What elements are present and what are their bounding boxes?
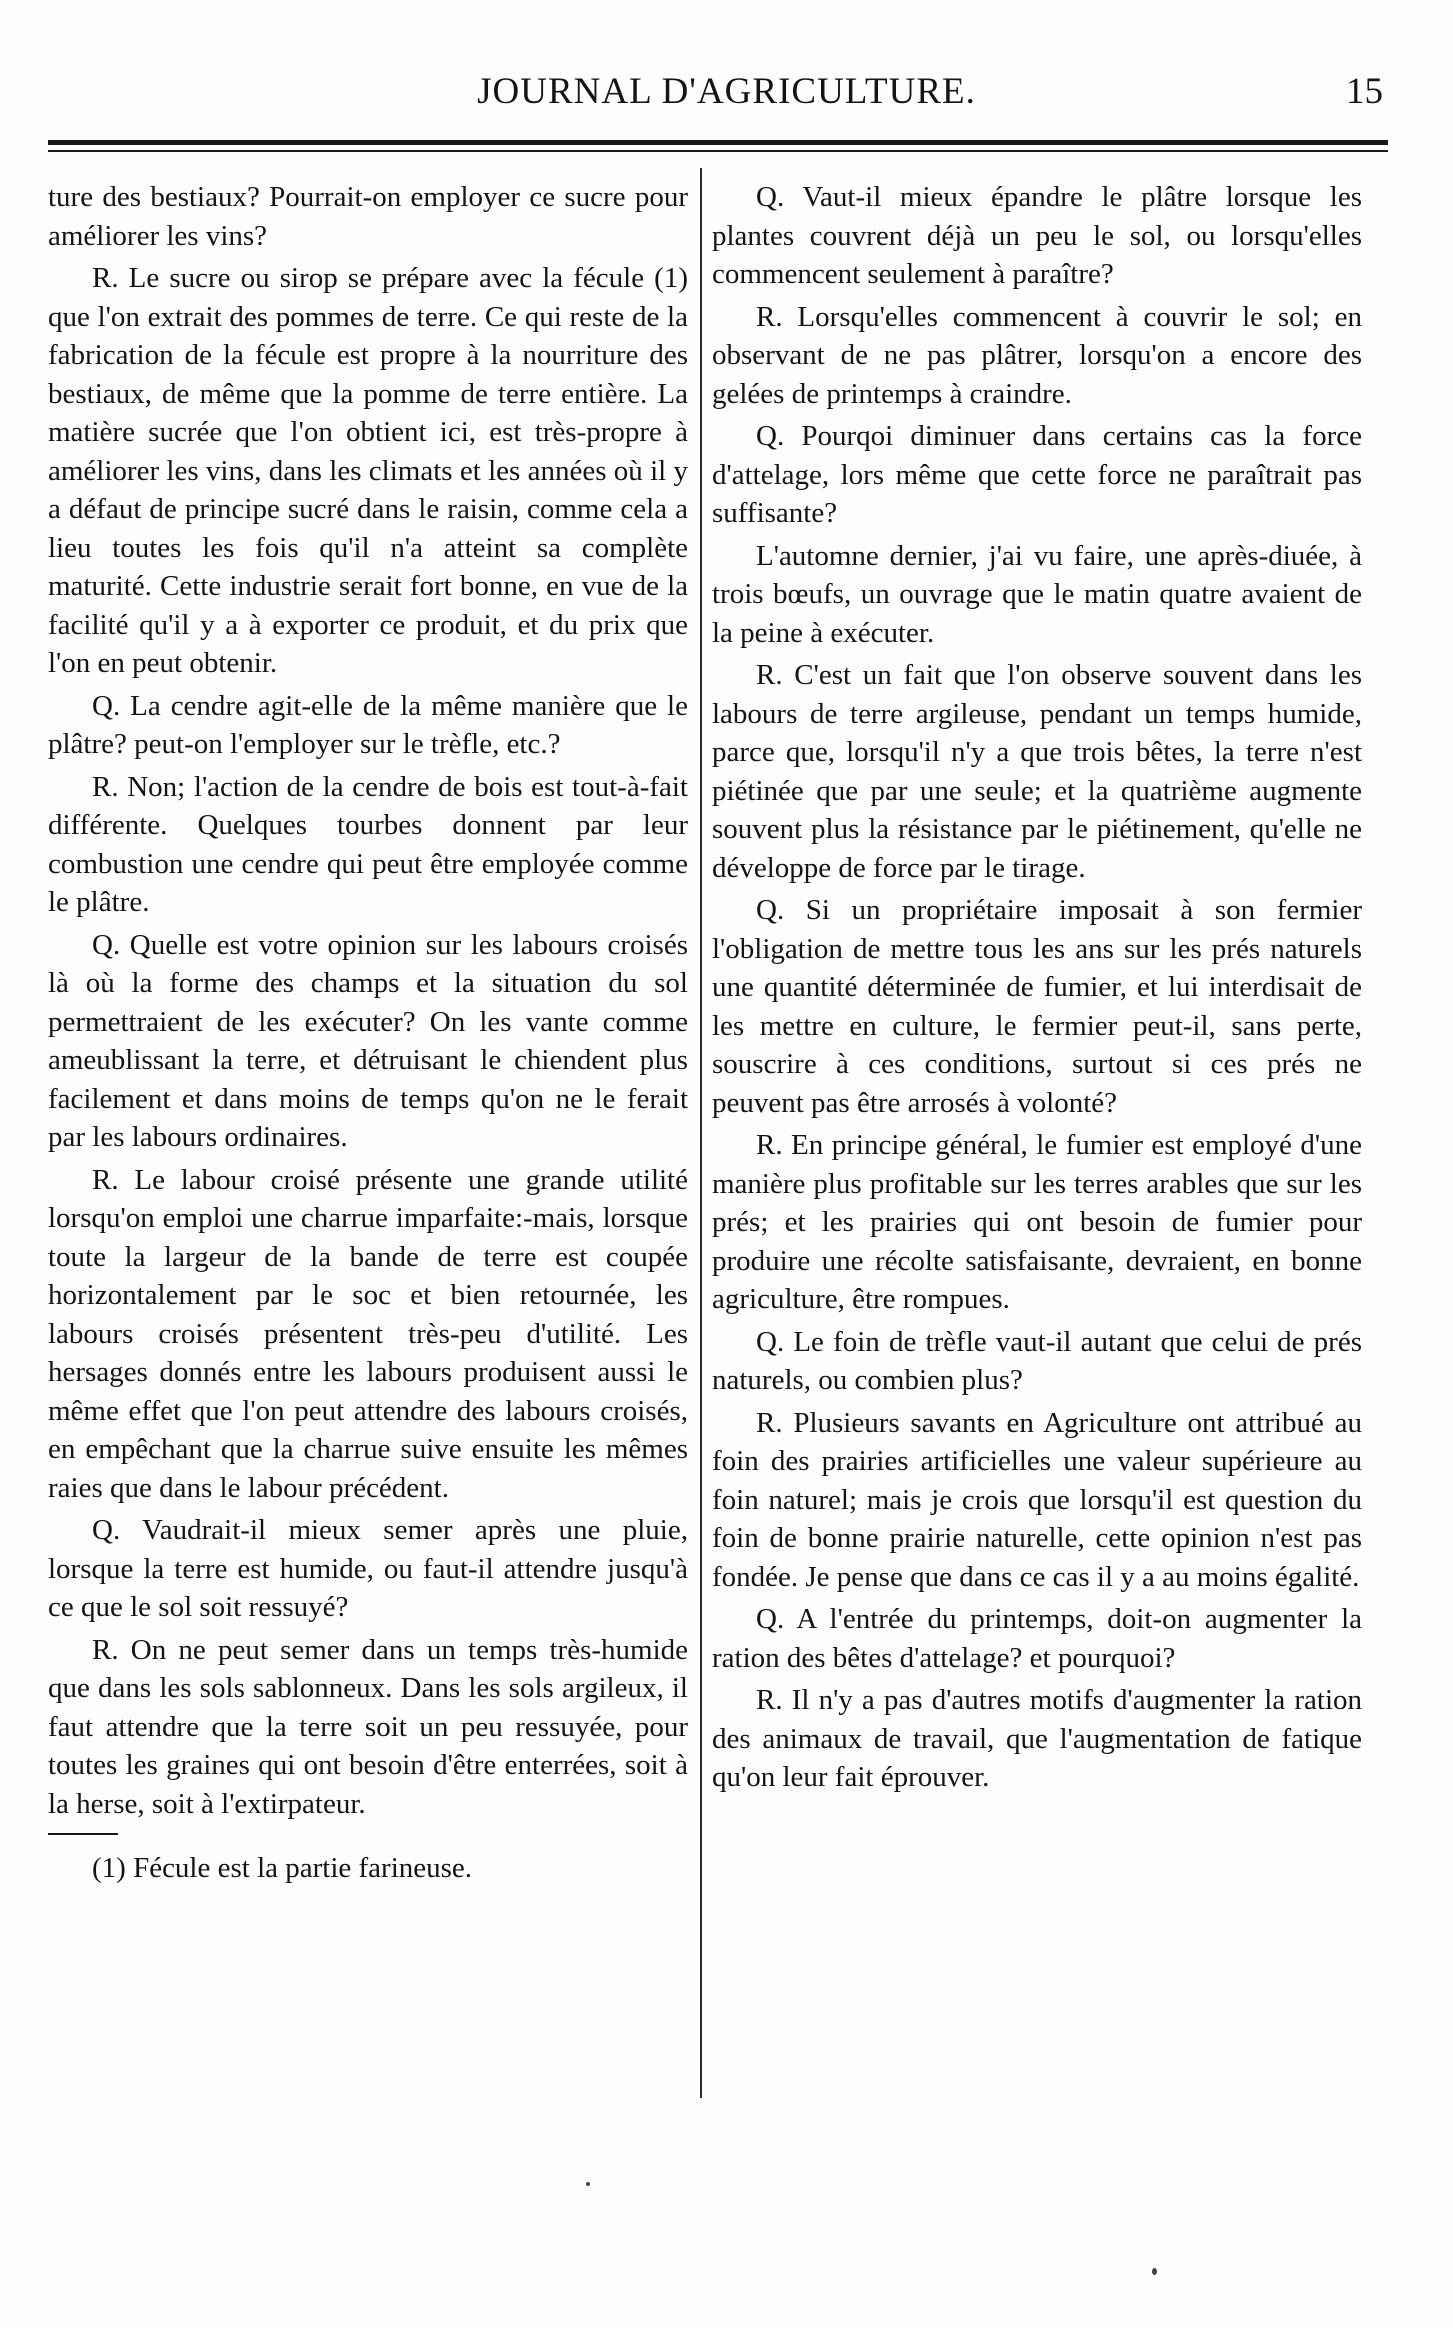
paragraph: ture des bestiaux? Pourrait-on employer ce sucre pour améliorer les vins? — [48, 181, 688, 252]
header-rule-thick — [48, 140, 1388, 145]
paragraph: R. Le labour croisé présente une grande utilité lorsqu'on emploi une charrue imparfaite:-mais, lorsque toute la largeur de la bande de terre est coupée horizontalement par le soc et bien retournée, les labours croisés présentent très-peu d'utilité. Les hersages donnés entre les labours produisent aussi le même effet que l'on peut attendre des labours croisés, en empêchant que la charrue suive ensuite les mêmes raies que dans le labour précédent. — [48, 1163, 688, 1504]
paragraph: R. Non; l'action de la cendre de bois est tout-à-fait différente. Quelques tourbes donnent par leur combustion une cendre qui peut être employée comme le plâtre. — [48, 770, 688, 918]
paragraph: Q. A l'entrée du printemps, doit-on augmenter la ration des bêtes d'attelage? et pourquoi? — [712, 1603, 1362, 1674]
paragraph: Q. Vaudrait-il mieux semer après une pluie, lorsque la terre est humide, ou faut-il attendre jusqu'à ce que le sol soit ressuyé? — [48, 1514, 688, 1623]
paragraph: R. En principe général, le fumier est employé d'une manière plus profitable sur les terres arables que sur les prés; et les prairies qui ont besoin de fumier pour produire une récolte satisfaisante, devraient, en bonne agriculture, être rompues. — [712, 1129, 1362, 1315]
ink-speck — [1152, 2268, 1157, 2275]
column-divider — [700, 168, 702, 2098]
page-number: 15 — [1346, 71, 1383, 112]
left-column — [48, 178, 688, 1888]
paragraph: Q. La cendre agit-elle de la même manière que le plâtre? peut-on l'employer sur le trèfle, etc.? — [48, 689, 688, 760]
paragraph: R. Le sucre ou sirop se prépare avec la fécule (1) que l'on extrait des pommes de terre. Ce qui reste de la fabrication de la fécule est propre à la nourriture des bestiaux, de même que la pomme de terre entière. La matière sucrée que l'on obtient ici, est très-propre à améliorer les vins, dans les climats et les années où il y a défaut de principe sucré dans le raisin, comme cela a lieu toutes les fois qu'il n'a atteint sa complète maturité. Cette industrie serait fort bonne, en vue de la facilité qu'il y a à exporter ce produit, et du prix que l'on en peut obtenir. — [48, 262, 688, 679]
journal-title: JOURNAL D'AGRICULTURE. — [477, 71, 976, 112]
paragraph: L'automne dernier, j'ai vu faire, une après-diuée, à trois bœufs, un ouvrage que le matin quatre avaient de la peine à exécuter. — [712, 539, 1362, 649]
footnote-rule — [48, 1833, 118, 1835]
paragraph: Q. Pourqoi diminuer dans certains cas la force d'attelage, lors même que cette force ne paraîtrait pas suffisante? — [712, 420, 1362, 529]
header-rule-thin — [48, 150, 1388, 152]
paragraph: R. Il n'y a pas d'autres motifs d'augmenter la ration des animaux de travail, que l'augmentation de fatique qu'on leur fait éprouver. — [712, 1684, 1362, 1793]
paragraph: Q. Vaut-il mieux épandre le plâtre lorsque les plantes couvrent déjà un peu le sol, ou lorsqu'elles commencent seulement à paraître? — [712, 181, 1362, 290]
paragraph: Q. Quelle est votre opinion sur les labours croisés là où la forme des champs et la situation du sol permettraient de les exécuter? On les vante comme ameublissant la terre, et détruisant le chiendent plus facilement et dans moins de temps qu'on ne le ferait par les labours ordinaires. — [48, 928, 688, 1153]
right-column — [712, 178, 1362, 1801]
footnote: (1) Fécule est la partie farineuse. — [92, 1852, 473, 1884]
paragraph: R. C'est un fait que l'on observe souvent dans les labours de terre argileuse, pendant un temps humide, parce que, lorsqu'il n'y a que trois bêtes, la terre n'est piétinée que par une seule; et la quatrième augmente souvent plus la résistance par le piétinement, qu'elle ne développe de force par le tirage. — [712, 659, 1362, 884]
paragraph: R. On ne peut semer dans un temps très-humide que dans les sols sablonneux. Dans les sols argileux, il faut attendre que la terre soit un peu ressuyée, pour toutes les graines qui ont besoin d'être enterrées, soit à la herse, soit à l'extirpateur. — [48, 1633, 688, 1820]
paragraph: Q. Si un propriétaire imposait à son fermier l'obligation de mettre tous les ans sur les prés naturels une quantité déterminée de fumier, et lui interdisait de les mettre en culture, le fermier peut-il, sans perte, souscrire à ces conditions, surtout si ces prés ne peuvent pas être arrosés à volonté? — [712, 894, 1362, 1119]
paragraph: R. Lorsqu'elles commencent à couvrir le sol; en observant de ne pas plâtrer, lorsqu'on a encore des gelées de printemps à craindre. — [712, 300, 1362, 410]
paragraph: Q. Le foin de trèfle vaut-il autant que celui de prés naturels, ou combien plus? — [712, 1325, 1362, 1396]
running-head — [40, 62, 1413, 132]
ink-speck — [586, 2182, 590, 2186]
paragraph: R. Plusieurs savants en Agriculture ont attribué au foin des prairies artificielles une valeur supérieure au foin naturel; mais je crois que lorsqu'il est question du foin de bonne prairie naturelle, cette opinion n'est pas fondée. Je pense que dans ce cas il y a au moins égalité. — [712, 1406, 1362, 1593]
